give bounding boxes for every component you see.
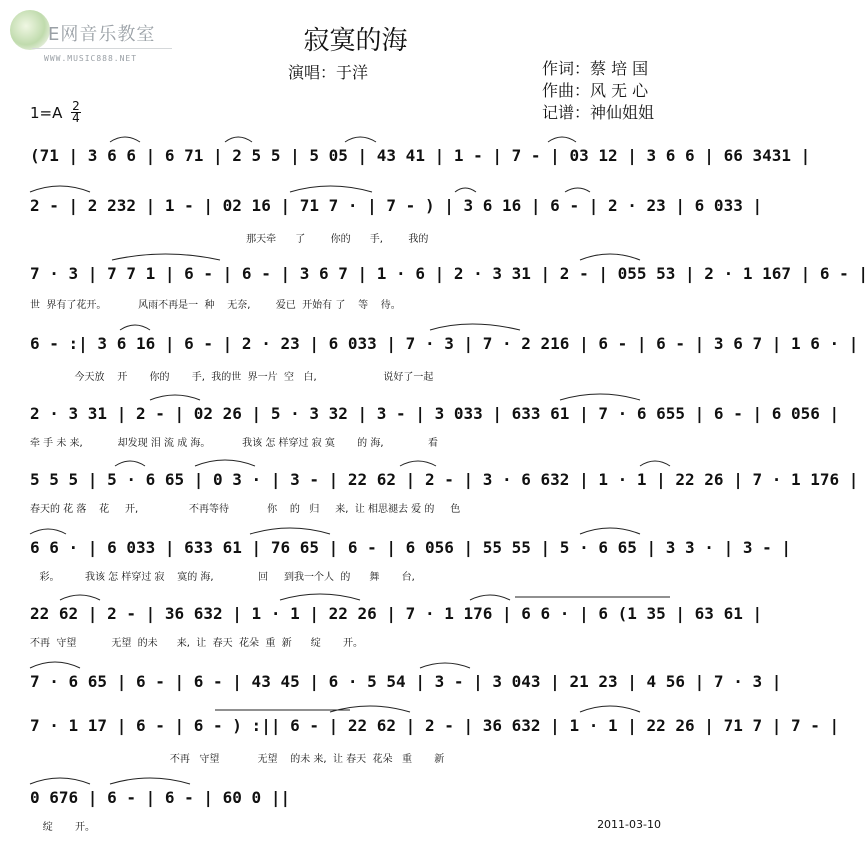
lyrics-line: 春天的 花 落 花 开, 不再等待 你 的 归 来, 让 相思褪去 爱 的 色 [30,504,461,515]
key-signature: 1=A [30,104,63,122]
lyrics-line: 牵 手 未 来, 却发现 泪 流 成 海。 我该 怎 样穿过 寂 寞 的 海, 看 [30,438,439,449]
slur-arc [470,595,510,600]
lyrics-line: 不再 守望 无望 的未 来, 让 春天 花朵 重 新 绽 开。 [30,638,364,649]
slur-arc [60,595,100,600]
slur-arc [290,186,372,192]
lyricist-credit: 作词：蔡 培 国 [542,59,649,78]
song-title: 寂寞的海 [303,26,408,56]
slur-arc [345,137,376,142]
notation-line: 22 62 | 2 - | 36 632 | 1 · 1 | 22 26 | 7 · 1 176 | 6 6 · | 6 (1 35 | 63 61 | [30,604,763,623]
lyrics-line: 今天放 开 你的 手, 我的世 界一片 空 白, 说好了一起 [30,372,434,383]
slur-arc [110,137,140,142]
logo-url: WWW.MUSIC888.NET [44,54,138,63]
slur-arc [112,254,220,260]
slur-arc [640,461,670,466]
slur-arc [580,706,640,712]
slur-arc [548,137,576,142]
slur-arc [120,325,150,330]
notation-line: 2 · 3 31 | 2 - | 02 26 | 5 · 3 32 | 3 - | 3 033 | 633 61 | 7 · 6 655 | 6 - | 6 056 | [30,404,840,423]
slur-arc [30,186,90,192]
notation-line: 5 5 5 | 5 · 6 65 | 0 3 · | 3 - | 22 62 | 2 - | 3 · 6 632 | 1 · 1 | 22 26 | 7 · 1 176 | [30,470,859,489]
notation-line: (71 | 3 6 6 | 6 71 | 2 5 5 | 5 05 | 43 41 | 1 - | 7 - | 03 12 | 3 6 6 | 66 3431 | [30,146,811,165]
slur-arc [565,188,590,192]
slur-arc [430,324,520,330]
time-signature [70,101,82,124]
lyrics-line: 那天牵 了 你的 手, 我的 [30,234,429,245]
lyrics-line: 绽 开。 [30,822,95,833]
slur-arc [30,662,80,668]
slur-arc [580,528,640,534]
slur-arc [400,461,436,466]
notation-line: 6 - :| 3 6 16 | 6 - | 2 · 23 | 6 033 | 7 · 3 | 7 · 2 216 | 6 - | 6 - | 3 6 7 | 1 6 · | [30,334,859,353]
notation-line: 2 - | 2 232 | 1 - | 02 16 | 71 7 · | 7 - ) | 3 6 16 | 6 - | 2 · 23 | 6 033 | [30,196,763,215]
notation-line: 7 · 3 | 7 7 1 | 6 - | 6 - | 3 6 7 | 1 · 6 | 2 · 3 31 | 2 - | 055 53 | 2 · 1 167 | 6 - | [30,264,868,283]
time-signature-bottom: 4 [72,111,80,125]
lyrics-line: 世 界有了花开。 风雨不再是一 种 无奈, 爱已 开始有 了 等 待。 [30,300,401,311]
slur-arc [280,594,360,600]
lyrics-line: 彩。 我该 怎 样穿过 寂 寞的 海, 回 到我一个人 的 舞 台, [30,572,415,583]
slur-arc [580,254,640,260]
lyrics-line: 不再 守望 无望 的未 来, 让 春天 花朵 重 新 [30,754,445,765]
composer-credit: 作曲：风 无 心 [542,81,649,100]
notation-line: 7 · 1 17 | 6 - | 6 - ) :|| 6 - | 22 62 | 2 - | 36 632 | 1 · 1 | 22 26 | 71 7 | 7 - | [30,716,840,735]
singer-credit: 演唱：于洋 [288,63,369,82]
slur-arc [110,778,190,784]
transcriber-credit: 记谱：神仙姐姐 [542,103,655,122]
slur-arc [225,137,252,142]
slur-arc [560,394,640,400]
logo-text: E网音乐教室 [48,24,156,45]
time-signature-top: 2 [72,99,80,113]
slur-arc [195,460,255,466]
slur-arc [330,706,410,712]
slur-arc [455,188,476,192]
slur-arc [30,529,66,534]
slur-arc [30,778,90,784]
notation-line: 0 676 | 6 - | 6 - | 60 0 || [30,788,291,807]
slur-arc [150,395,200,400]
slur-arc [420,663,470,668]
credits-block [542,58,654,124]
slur-arc [250,528,330,534]
slur-arc [115,461,145,466]
notation-line: 7 · 6 65 | 6 - | 6 - | 43 45 | 6 · 5 54 | 3 - | 3 043 | 21 23 | 4 56 | 7 · 3 | [30,672,782,691]
transcription-date: 2011-03-10 [597,818,661,831]
notation-line: 6 6 · | 6 033 | 633 61 | 76 65 | 6 - | 6 056 | 55 55 | 5 · 6 65 | 3 3 · | 3 - | [30,538,791,557]
